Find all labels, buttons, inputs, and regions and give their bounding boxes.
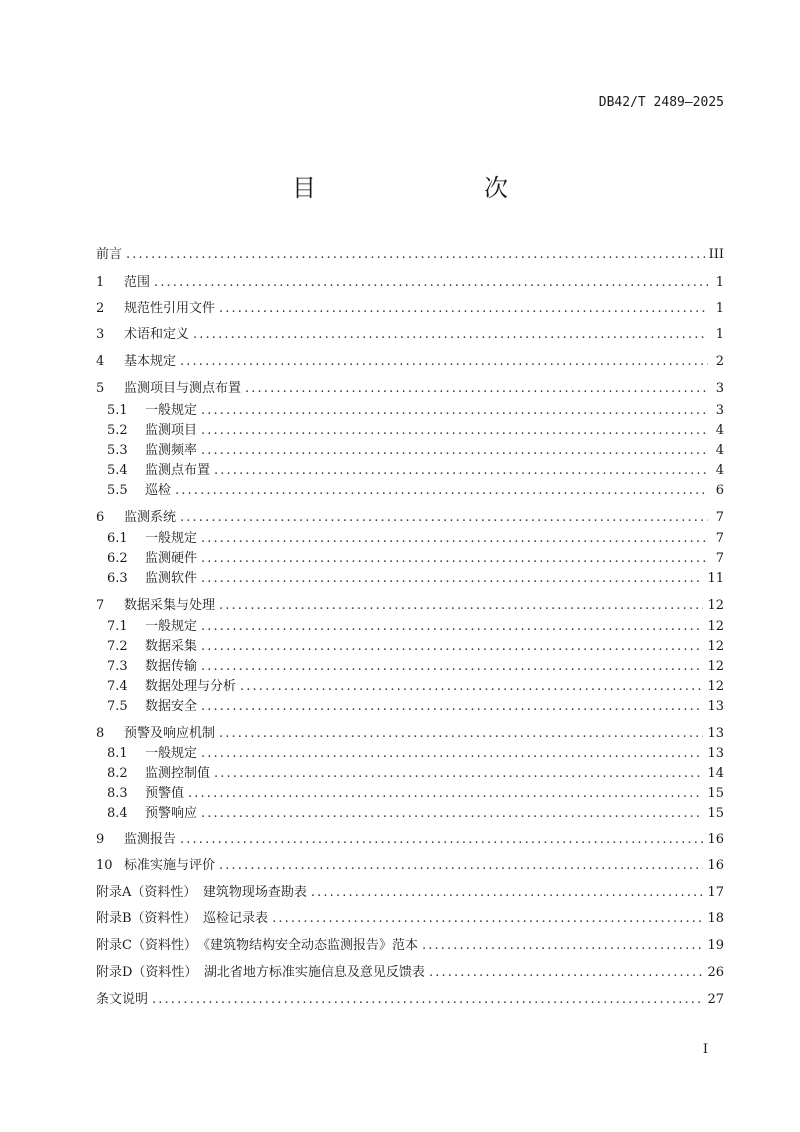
- toc-entry[interactable]: [107, 615, 724, 635]
- toc-entry-label: 监测控制值: [145, 766, 211, 781]
- toc-entry-label: 附录C（资料性） 《建筑物结构安全动态监测报告》范本: [96, 938, 418, 953]
- toc-dot-leader: [240, 679, 703, 694]
- toc-entry-label: 巡检: [145, 483, 172, 498]
- toc-entry-number: 1: [96, 275, 105, 290]
- toc-entry-page: 13: [707, 726, 724, 741]
- toc-entry-page: 6: [715, 483, 724, 498]
- toc-entry-label: 预警响应: [145, 806, 198, 821]
- toc-dot-leader: [429, 965, 704, 980]
- toc-dot-leader: [201, 423, 708, 438]
- toc-entry[interactable]: [96, 377, 724, 397]
- toc-entry-label: 范围: [124, 275, 151, 290]
- toc-entry-label: 一般规定: [145, 403, 198, 418]
- toc-entry[interactable]: [96, 907, 724, 927]
- toc-entry[interactable]: [107, 527, 724, 547]
- toc-entry-number: 6.1: [107, 531, 128, 546]
- toc-entry[interactable]: [96, 881, 724, 901]
- toc-entry[interactable]: [107, 655, 724, 675]
- toc-dot-leader: [201, 746, 703, 761]
- toc-entry-page: 16: [707, 858, 724, 873]
- toc-dot-leader: [201, 699, 703, 714]
- toc-entry-number: 5.2: [107, 423, 128, 438]
- toc-entry-page: 1: [715, 275, 724, 290]
- toc-entry-label: 预警值: [145, 786, 185, 801]
- toc-entry-page: 13: [707, 746, 724, 761]
- toc-entry-label: 一般规定: [145, 619, 198, 634]
- toc-entry-number: 5: [96, 381, 105, 396]
- toc-entry-number: 8.1: [107, 746, 128, 761]
- toc-entry-label: 数据安全: [145, 699, 198, 714]
- toc-entry-number: 5.3: [107, 443, 128, 458]
- toc-entry[interactable]: [107, 635, 724, 655]
- toc-entry-label: 监测报告: [124, 832, 177, 847]
- toc-dot-leader: [219, 598, 703, 613]
- toc-dot-leader: [201, 403, 708, 418]
- toc-entry[interactable]: [107, 567, 724, 587]
- toc-dot-leader: [201, 551, 708, 566]
- toc-entry[interactable]: [96, 594, 724, 614]
- toc-entry[interactable]: [107, 399, 724, 419]
- toc-dot-leader: [180, 510, 708, 525]
- toc-entry-label: 附录A（资料性） 建筑物现场查勘表: [96, 885, 307, 900]
- page-number: I: [702, 1042, 708, 1057]
- toc-dot-leader: [214, 766, 703, 781]
- toc-entry-label: 数据传输: [145, 659, 198, 674]
- toc-dot-leader: [154, 275, 708, 290]
- standard-code: DB42/T 2489—2025: [598, 95, 724, 110]
- toc-dot-leader: [214, 463, 708, 478]
- toc-entry-page: 12: [707, 659, 724, 674]
- toc-entry-page: 7: [715, 510, 724, 525]
- toc-entry[interactable]: [107, 479, 724, 499]
- toc-entry-page: 13: [707, 699, 724, 714]
- toc-dot-leader: [180, 832, 703, 847]
- toc-entry-label: 监测项目与测点布置: [124, 381, 242, 396]
- toc-dot-leader: [201, 659, 703, 674]
- toc-entry-page: 14: [707, 766, 724, 781]
- toc-entry-label: 规范性引用文件: [124, 301, 216, 316]
- toc-entry-number: 6: [96, 510, 105, 525]
- toc-dot-leader: [126, 247, 705, 262]
- toc-entry[interactable]: [107, 459, 724, 479]
- toc-entry[interactable]: [96, 243, 724, 263]
- toc-dot-leader: [193, 327, 708, 342]
- toc-entry[interactable]: [96, 297, 724, 317]
- toc-dot-leader: [175, 483, 708, 498]
- toc-entry[interactable]: [107, 762, 724, 782]
- toc-entry-label: 条文说明: [96, 992, 149, 1007]
- toc-entry-number: 5.1: [107, 403, 128, 418]
- toc-entry[interactable]: [96, 961, 724, 981]
- toc-entry[interactable]: [96, 323, 724, 343]
- toc-entry-page: 15: [707, 786, 724, 801]
- toc-dot-leader: [201, 443, 708, 458]
- toc-entry-number: 5.5: [107, 483, 128, 498]
- toc-entry-page: 17: [707, 885, 724, 900]
- toc-entry-number: 7.4: [107, 679, 128, 694]
- toc-dot-leader: [201, 806, 703, 821]
- toc-entry-label: 基本规定: [124, 354, 177, 369]
- toc-dot-leader: [201, 531, 708, 546]
- toc-entry-page: 3: [715, 403, 724, 418]
- toc-entry-label: 监测系统: [124, 510, 177, 525]
- toc-dot-leader: [272, 911, 703, 926]
- toc-dot-leader: [201, 619, 703, 634]
- toc-entry-label: 一般规定: [145, 746, 198, 761]
- toc-dot-leader: [188, 786, 703, 801]
- toc-entry-number: 7: [96, 598, 105, 613]
- toc-entry-number: 8.2: [107, 766, 128, 781]
- toc-entry-page: 4: [715, 443, 724, 458]
- toc-entry-page: 27: [707, 992, 724, 1007]
- toc-entry-number: 6.3: [107, 571, 128, 586]
- toc-dot-leader: [245, 381, 708, 396]
- toc-entry-number: 5.4: [107, 463, 128, 478]
- toc-entry-page: 7: [715, 531, 724, 546]
- toc-entry-label: 监测软件: [145, 571, 198, 586]
- toc-entry-label: 监测硬件: [145, 551, 198, 566]
- toc-entry-page: 11: [707, 571, 724, 586]
- toc-entry-number: 7.3: [107, 659, 128, 674]
- toc-entry[interactable]: [96, 350, 724, 370]
- toc-entry-page: 26: [707, 965, 724, 980]
- toc-entry-number: 6.2: [107, 551, 128, 566]
- toc-dot-leader: [219, 301, 708, 316]
- toc-entry[interactable]: [107, 439, 724, 459]
- page-title: 目 次: [292, 174, 548, 202]
- toc-entry-page: III: [708, 247, 724, 262]
- toc-entry-label: 数据采集与处理: [124, 598, 216, 613]
- toc-entry-number: 4: [96, 354, 105, 369]
- toc-entry[interactable]: [107, 802, 724, 822]
- toc-dot-leader: [201, 639, 703, 654]
- toc-entry-number: 3: [96, 327, 105, 342]
- toc-entry-label: 一般规定: [145, 531, 198, 546]
- toc-entry-number: 7.5: [107, 699, 128, 714]
- toc-entry[interactable]: [107, 675, 724, 695]
- toc-entry-number: 9: [96, 832, 105, 847]
- toc-entry[interactable]: [107, 547, 724, 567]
- toc-entry-page: 7: [715, 551, 724, 566]
- toc-entry-label: 监测项目: [145, 423, 198, 438]
- toc-entry[interactable]: [107, 742, 724, 762]
- toc-entry-page: 1: [715, 301, 724, 316]
- toc-entry[interactable]: [107, 782, 724, 802]
- toc-entry-page: 15: [707, 806, 724, 821]
- toc-entry-page: 3: [715, 381, 724, 396]
- toc-entry-page: 4: [715, 463, 724, 478]
- toc-entry[interactable]: [96, 828, 724, 848]
- toc-entry[interactable]: [107, 419, 724, 439]
- toc-entry-label: 预警及响应机制: [124, 726, 216, 741]
- toc-entry-page: 2: [715, 354, 724, 369]
- toc-entry-number: 8: [96, 726, 105, 741]
- toc-entry[interactable]: [107, 695, 724, 715]
- toc-entry-label: 监测点布置: [145, 463, 211, 478]
- toc-entry-number: 2: [96, 301, 105, 316]
- toc-dot-leader: [180, 354, 708, 369]
- toc-entry-label: 附录D（资料性） 湖北省地方标准实施信息及意见反馈表: [96, 965, 425, 980]
- toc-dot-leader: [152, 992, 703, 1007]
- toc-entry[interactable]: [96, 506, 724, 526]
- toc-entry-page: 12: [707, 639, 724, 654]
- toc-dot-leader: [422, 938, 704, 953]
- toc-entry-number: 7.2: [107, 639, 128, 654]
- toc-entry-page: 18: [707, 911, 724, 926]
- toc-entry[interactable]: [96, 271, 724, 291]
- toc-entry-label: 标准实施与评价: [124, 858, 216, 873]
- toc-entry[interactable]: [96, 722, 724, 742]
- toc-entry-page: 4: [715, 423, 724, 438]
- toc-entry-label: 数据采集: [145, 639, 198, 654]
- toc-entry-number: 7.1: [107, 619, 128, 634]
- toc-entry-page: 19: [707, 938, 724, 953]
- toc-entry-label: 前言: [96, 247, 123, 262]
- toc-entry-label: 数据处理与分析: [145, 679, 237, 694]
- toc-entry-page: 12: [707, 679, 724, 694]
- toc-entry-label: 术语和定义: [124, 327, 190, 342]
- toc-entry-page: 16: [707, 832, 724, 847]
- toc-entry[interactable]: [96, 854, 724, 874]
- toc-entry-page: 12: [707, 598, 724, 613]
- toc-dot-leader: [219, 726, 703, 741]
- toc-entry-number: 8.3: [107, 786, 128, 801]
- toc-entry[interactable]: [96, 988, 724, 1008]
- toc-entry-page: 1: [715, 327, 724, 342]
- toc-dot-leader: [311, 885, 704, 900]
- toc-entry-label: 监测频率: [145, 443, 198, 458]
- toc-entry[interactable]: [96, 934, 724, 954]
- toc-entry-number: 10: [96, 858, 113, 873]
- toc-dot-leader: [201, 571, 703, 586]
- toc-entry-label: 附录B（资料性） 巡检记录表: [96, 911, 269, 926]
- toc-entry-number: 8.4: [107, 806, 128, 821]
- toc-dot-leader: [219, 858, 703, 873]
- toc-entry-page: 12: [707, 619, 724, 634]
